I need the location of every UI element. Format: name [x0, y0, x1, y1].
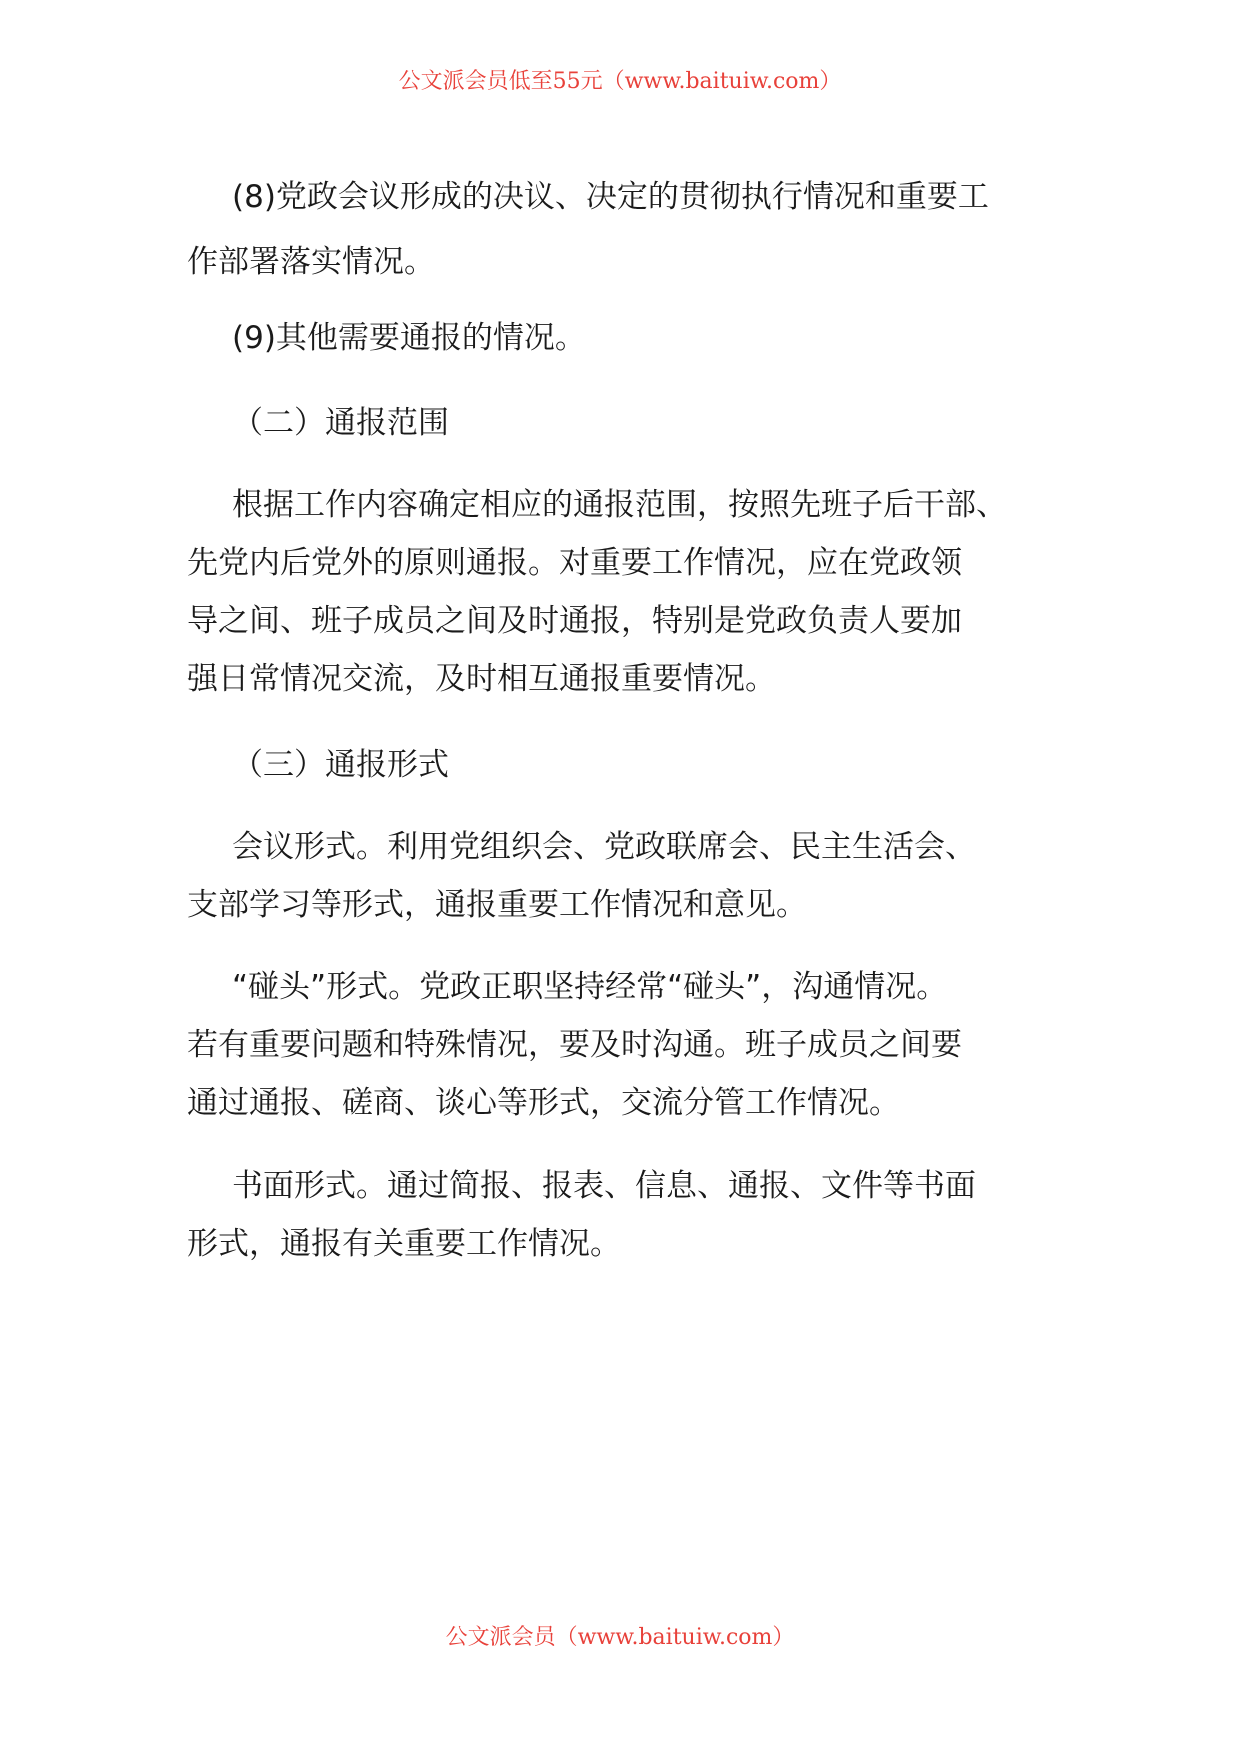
text-line: 书面形式。通过简报、报表、信息、通报、文件等书面 — [232, 1168, 976, 1204]
text-line: 根据工作内容确定相应的通报范围，按照先班子后干部、 — [232, 487, 1007, 523]
text-line: 导之间、班子成员之间及时通报，特别是党政负责人要加 — [187, 603, 962, 639]
section-heading-scope — [187, 391, 1067, 456]
text-line: 支部学习等形式，通报重要工作情况和意见。 — [187, 887, 807, 923]
paragraph-item-8 — [187, 165, 1067, 295]
text-line: “碰头”形式。党政正职坚持经常“碰头”，沟通情况。 — [232, 969, 948, 1005]
section-heading-form — [187, 733, 1067, 798]
paragraph-scope — [187, 476, 1067, 708]
heading-text: （二）通报范围 — [232, 405, 449, 441]
paragraph-meeting-form — [187, 818, 1067, 934]
paragraph-item-9 — [187, 306, 1067, 371]
text-line: 强日常情况交流，及时相互通报重要情况。 — [187, 661, 776, 697]
text-line: 先党内后党外的原则通报。对重要工作情况，应在党政领 — [187, 545, 962, 581]
text-line: 会议形式。利用党组织会、党政联席会、民主生活会、 — [232, 829, 976, 865]
header-advertisement[interactable]: 公文派会员低至55元（www.baituiw.com） — [398, 69, 842, 94]
text-line: 形式，通报有关重要工作情况。 — [187, 1226, 621, 1262]
text-line: 通过通报、磋商、谈心等形式，交流分管工作情况。 — [187, 1085, 900, 1121]
heading-text: （三）通报形式 — [232, 747, 449, 783]
footer-advertisement[interactable]: 公文派会员（www.baituiw.com） — [445, 1625, 795, 1650]
text-line: (9)其他需要通报的情况。 — [232, 320, 586, 356]
paragraph-written-form — [187, 1157, 1067, 1273]
text-line: (8)党政会议形成的决议、决定的贯彻执行情况和重要工 — [232, 179, 989, 215]
text-line: 若有重要问题和特殊情况，要及时沟通。班子成员之间要 — [187, 1027, 962, 1063]
paragraph-meetup-form — [187, 958, 1067, 1132]
text-line: 作部署落实情况。 — [187, 244, 435, 280]
